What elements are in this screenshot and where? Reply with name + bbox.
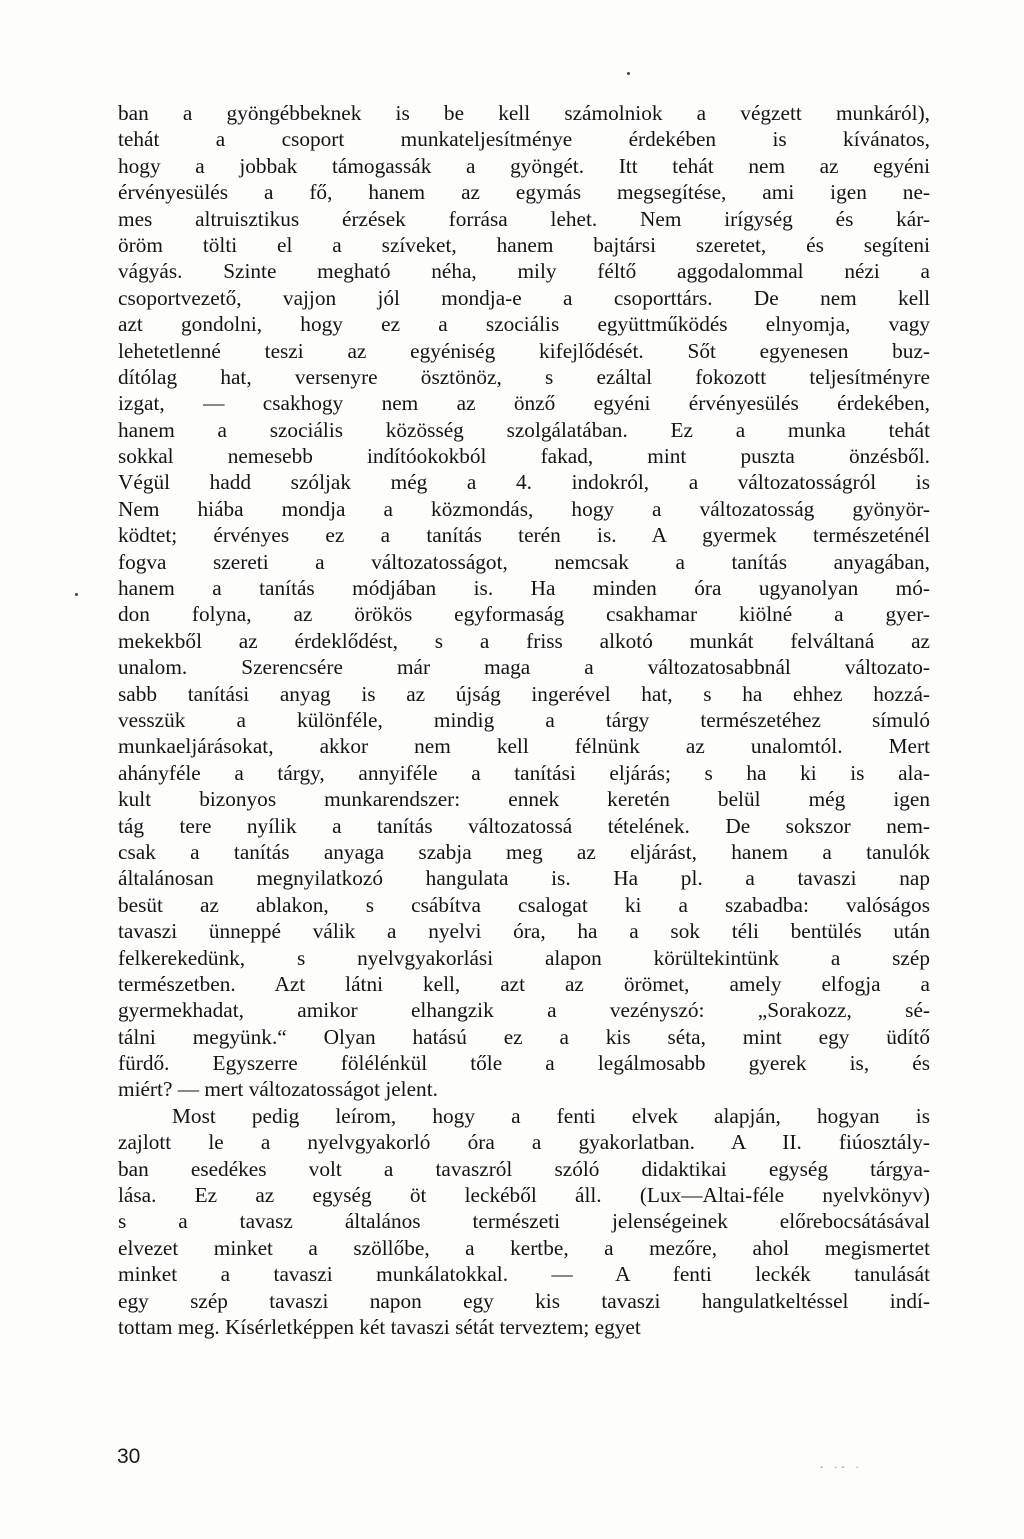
text-line: egy szép tavaszi napon egy kis tavaszi hangulatkeltéssel indí- [118,1288,930,1313]
text-line: azt gondolni, hogy ez a szociális együttműködés elnyomja, vagy [118,312,930,337]
text-line: fürdő. Egyszerre fölélénkül tőle a legálmosabb gyerek is, és [118,1051,930,1076]
text-line: csak a tanítás anyaga szabja meg az eljárást, hanem a tanulók [118,839,930,864]
text-line: kult bizonyos munkarendszer: ennek keretén belül még igen [118,787,930,812]
text-line: ban a gyöngébbeknek is be kell számolniok a végzett munkáról), [118,101,930,125]
paper-speck [627,72,630,75]
text-line: lehetetlenné teszi az egyéniség kifejlődését. Sőt egyenesen buz- [118,338,930,363]
text-line: sabb tanítási anyag is az újság ingerével hat, s ha ehhez hozzá- [118,681,930,706]
text-line: csoportvezető, vajjon jól mondja-e a csoporttárs. De nem kell [118,285,930,310]
text-line: izgat, — csakhogy nem az önző egyéni érvényesülés érdekében, [118,391,930,416]
text-line: mekekből az érdeklődést, s a friss alkotó munkát felváltaná az [118,628,930,653]
text-line: mes altruisztikus érzések forrása lehet. Nem irígység és kár- [118,206,930,231]
text-line: érvényesülés a fő, hanem az egymás megsegítése, ami igen ne- [118,180,930,205]
text-line: felkerekedünk, s nyelvgyakorlási alapon körültekintünk a szép [118,945,930,970]
text-line: tavaszi ünneppé válik a nyelvi óra, ha a sok téli bentülés után [118,919,930,944]
text-line: gyermekhadat, amikor elhangzik a vezényszó: „Sorakozz, sé- [118,998,930,1023]
text-line: tehát a csoport munkateljesítménye érdekében is kívánatos, [118,127,930,152]
text-line: Most pedig leírom, hogy a fenti elvek alapján, hogyan is [172,1103,930,1128]
text-line: lása. Ez az egység öt leckéből áll. (Lux—Altai-féle nyelvkönyv) [118,1183,930,1208]
text-line: hogy a jobbak támogassák a gyöngét. Itt tehát nem az egyéni [118,153,930,178]
body-text [118,100,930,1340]
text-line: természetben. Azt látni kell, azt az örömet, amely elfogja a [118,971,930,996]
text-line: miért? — mert változatosságot jelent. [118,1077,438,1102]
print-marks: ‐ ·‐ · [820,1462,863,1473]
text-line: vesszük a különféle, mindig a tárgy természetéhez símuló [118,707,930,732]
text-line: hanem a szociális közösség szolgálatában. Ez a munka tehát [118,417,930,442]
text-line: elvezet minket a szöllőbe, a kertbe, a mezőre, ahol megismertet [118,1235,930,1260]
text-line: zajlott le a nyelvgyakorló óra a gyakorlatban. A II. fiúosztály- [118,1130,930,1155]
text-line: vágyás. Szinte megható néha, mily féltő aggodalommal nézi a [118,259,930,284]
text-line: ban esedékes volt a tavaszról szóló didaktikai egység tárgya- [118,1156,930,1181]
text-line: minket a tavaszi munkálatokkal. — A fenti leckék tanulását [118,1262,930,1287]
text-line: unalom. Szerencsére már maga a változatosabbnál változato- [118,655,930,680]
text-line: általánosan megnyilatkozó hangulata is. Ha pl. a tavaszi nap [118,866,930,891]
text-line: tág tere nyílik a tanítás változatossá tételének. De sokszor nem- [118,813,930,838]
text-line: fogva szereti a változatosságot, nemcsak a tanítás anyagában, [118,549,930,574]
text-line: dítólag hat, versenyre ösztönöz, s ezáltal fokozott teljesítményre [118,364,930,389]
text-line: don folyna, az örökös egyformaság csakhamar kiölné a gyer- [118,602,930,627]
text-line: tálni megyünk.“ Olyan hatású ez a kis séta, mint egy üdítő [118,1024,930,1049]
text-line: öröm tölti el a szíveket, hanem bajtársi szeretet, és segíteni [118,232,930,257]
text-line: ködtet; érvényes ez a tanítás terén is. A gyermek természeténél [118,523,930,548]
text-line: besüt az ablakon, s csábítva csalogat ki a szabadba: valóságos [118,892,930,917]
text-line: ahányféle a tárgy, annyiféle a tanítási eljárás; s ha ki is ala- [118,760,930,785]
page-number: 30 [117,1445,141,1468]
text-line: Nem hiába mondja a közmondás, hogy a változatosság gyönyör- [118,496,930,521]
text-line: tottam meg. Kísérletképpen két tavaszi sétát terveztem; egyet [118,1314,641,1339]
text-line: s a tavasz általános természeti jelenségeinek előrebocsátásával [118,1209,930,1234]
text-line: Végül hadd szóljak még a 4. indokról, a változatosságról is [118,470,930,495]
paper-speck [75,593,78,596]
text-line: hanem a tanítás módjában is. Ha minden óra ugyanolyan mó- [118,576,930,601]
text-line: munkaeljárásokat, akkor nem kell félnünk az unalomtól. Mert [118,734,930,759]
text-line: sokkal nemesebb indítóokokból fakad, mint puszta önzésből. [118,444,930,469]
